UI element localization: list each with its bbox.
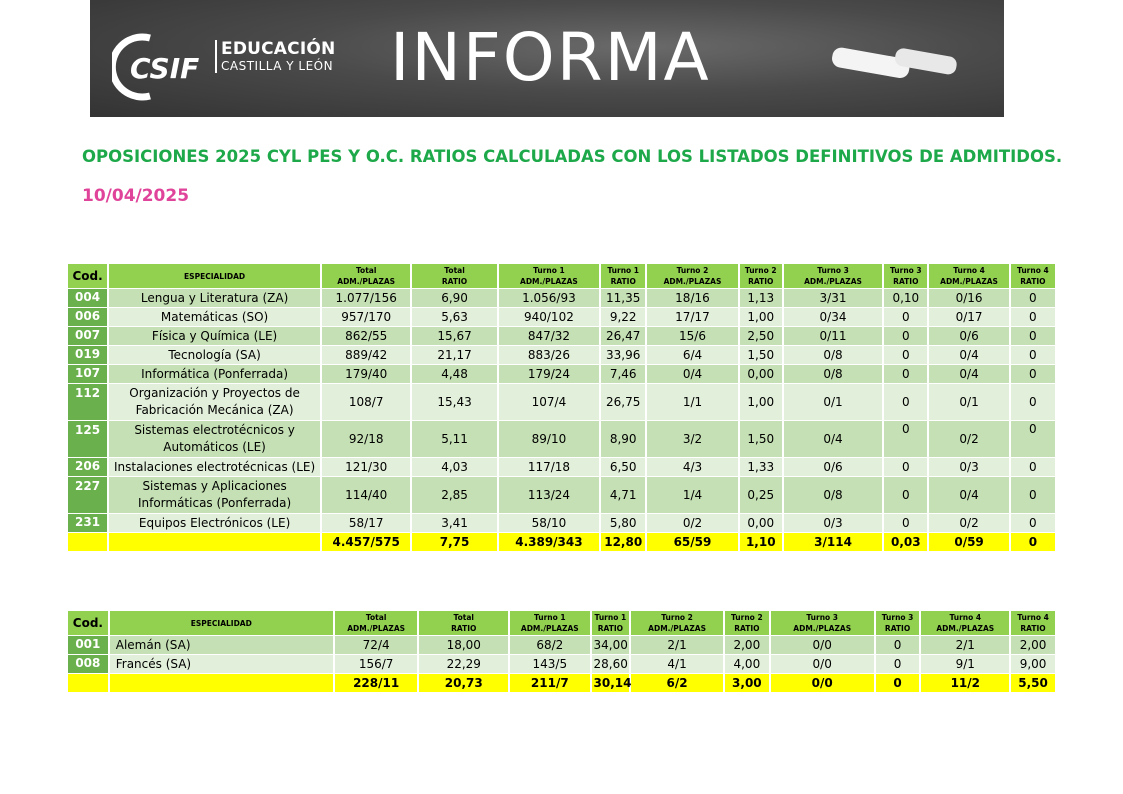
row-value: 0/8 — [784, 365, 882, 383]
row-value: 156/7 — [335, 655, 418, 673]
row-code: 125 — [68, 421, 107, 457]
csif-logo-icon — [112, 32, 212, 102]
table-row — [68, 655, 1055, 673]
column-header-line1: Turno 3 — [889, 266, 922, 275]
table-row — [68, 365, 1055, 383]
row-value: 117/18 — [499, 458, 599, 476]
total-value: 4.457/575 — [322, 533, 410, 551]
row-value: 5,63 — [412, 308, 496, 326]
table-row — [68, 477, 1055, 513]
column-header — [725, 611, 769, 635]
row-value: 5,11 — [412, 421, 496, 457]
column-header-line2: RATIO — [748, 277, 774, 286]
row-value: 68/2 — [510, 636, 589, 654]
row-value: 11,35 — [601, 289, 645, 307]
table-header-row — [68, 611, 1055, 635]
row-value: 1,00 — [740, 384, 782, 420]
table-body — [68, 289, 1055, 551]
row-value: 0 — [1011, 346, 1055, 364]
row-value: 6,50 — [601, 458, 645, 476]
total-value: 6/2 — [631, 674, 723, 692]
row-value: 0 — [876, 655, 920, 673]
column-header — [631, 611, 723, 635]
column-header-line2: ADM./PLAZAS — [648, 624, 706, 633]
column-header — [412, 264, 496, 288]
row-value: 0/4 — [929, 346, 1008, 364]
column-header — [1011, 611, 1055, 635]
row-value: 0,10 — [884, 289, 927, 307]
row-value: 2/1 — [921, 636, 1009, 654]
column-header-line2: ADM./PLAZAS — [804, 277, 862, 286]
column-header-line1: ESPECIALIDAD — [190, 618, 252, 628]
row-specialty: Sistemas electrotécnicos y Automáticos (LE) — [109, 421, 320, 457]
total-empty-cell — [109, 533, 320, 551]
total-row — [68, 533, 1055, 551]
column-header-line1: Cod. — [72, 268, 103, 283]
total-value: 0/0 — [771, 674, 874, 692]
column-header-line2: RATIO — [610, 277, 636, 286]
row-value: 0 — [1011, 308, 1055, 326]
row-code: 231 — [68, 514, 107, 532]
total-value: 30,14 — [592, 674, 630, 692]
column-header-line1: Turno 2 — [731, 613, 763, 622]
row-code: 019 — [68, 346, 107, 364]
row-code: 007 — [68, 327, 107, 345]
row-value: 1,00 — [740, 308, 782, 326]
column-header — [322, 264, 410, 288]
row-value: 1.056/93 — [499, 289, 599, 307]
row-value: 33,96 — [601, 346, 645, 364]
row-value: 89/10 — [499, 421, 599, 457]
total-value: 1,10 — [740, 533, 782, 551]
total-value: 7,75 — [412, 533, 496, 551]
row-value: 107/4 — [499, 384, 599, 420]
row-value: 847/32 — [499, 327, 599, 345]
column-header-line2: ADM./PLAZAS — [520, 624, 579, 633]
row-value: 0/4 — [929, 477, 1008, 513]
table-row — [68, 289, 1055, 307]
column-header-line1: Turno 4 — [953, 266, 985, 275]
row-value: 0 — [884, 384, 927, 420]
headline: INFORMA — [390, 19, 711, 96]
row-code: 206 — [68, 458, 107, 476]
row-value: 0 — [884, 346, 927, 364]
column-header-line2: ADM./PLAZAS — [936, 624, 995, 633]
row-value: 0/0 — [771, 636, 874, 654]
total-value: 12,80 — [601, 533, 645, 551]
column-header-line1: Total — [444, 266, 465, 275]
row-value: 58/17 — [322, 514, 410, 532]
table-header-row — [68, 264, 1055, 288]
row-value: 1,13 — [740, 289, 782, 307]
page-date: 10/04/2025 — [82, 186, 190, 206]
column-header — [68, 611, 108, 635]
table-row — [68, 327, 1055, 345]
row-value: 0 — [1011, 289, 1055, 307]
ratios-table-1 — [66, 263, 1057, 552]
row-value: 0 — [1011, 365, 1055, 383]
row-value: 9/1 — [921, 655, 1009, 673]
row-specialty: Instalaciones electrotécnicas (LE) — [109, 458, 320, 476]
row-value: 0/2 — [647, 514, 737, 532]
column-header-line1: Turno 1 — [533, 613, 566, 622]
column-header — [110, 611, 333, 635]
row-value: 0 — [884, 458, 927, 476]
column-header-line2: RATIO — [1020, 277, 1046, 286]
total-value: 3/114 — [784, 533, 882, 551]
total-value: 228/11 — [335, 674, 418, 692]
row-value: 0/16 — [929, 289, 1008, 307]
row-code: 227 — [68, 477, 107, 513]
table-row — [68, 636, 1055, 654]
table-row — [68, 346, 1055, 364]
column-header — [921, 611, 1009, 635]
row-code: 107 — [68, 365, 107, 383]
row-value: 22,29 — [419, 655, 508, 673]
row-value: 92/18 — [322, 421, 410, 457]
brand-line2: CASTILLA Y LEÓN — [215, 59, 335, 73]
column-header-line1: Turno 3 — [806, 613, 839, 622]
column-header — [68, 264, 107, 288]
row-value: 0/2 — [929, 421, 1008, 457]
row-code: 008 — [68, 655, 108, 673]
row-value: 957/170 — [322, 308, 410, 326]
row-value: 2,00 — [1011, 636, 1055, 654]
row-specialty: Física y Química (LE) — [109, 327, 320, 345]
row-value: 4,71 — [601, 477, 645, 513]
page-title: OPOSICIONES 2025 CYL PES Y O.C. RATIOS CALCULADAS CON LOS LISTADOS DEFINITIVOS DE ADMITIDOS. — [82, 147, 1063, 166]
total-empty-cell — [68, 674, 108, 692]
column-header-line2: ADM./PLAZAS — [337, 277, 396, 286]
total-value: 20,73 — [419, 674, 508, 692]
total-value: 211/7 — [510, 674, 589, 692]
row-value: 0/1 — [929, 384, 1008, 420]
row-value: 4/1 — [631, 655, 723, 673]
row-value: 0 — [884, 365, 927, 383]
row-code: 004 — [68, 289, 107, 307]
row-value: 1,50 — [740, 421, 782, 457]
row-value: 121/30 — [322, 458, 410, 476]
row-value: 0 — [1011, 327, 1055, 345]
row-value: 0,00 — [740, 514, 782, 532]
row-value: 6,90 — [412, 289, 496, 307]
row-value: 0 — [884, 421, 927, 457]
row-value: 0 — [1011, 477, 1055, 513]
row-value: 15,43 — [412, 384, 496, 420]
table-row — [68, 458, 1055, 476]
row-value: 1/1 — [647, 384, 737, 420]
total-value: 3,00 — [725, 674, 769, 692]
row-value: 0/8 — [784, 477, 882, 513]
row-specialty: Equipos Electrónicos (LE) — [109, 514, 320, 532]
column-header — [1011, 264, 1055, 288]
column-header-line2: ADM./PLAZAS — [940, 277, 998, 286]
table-row — [68, 308, 1055, 326]
header-banner — [90, 0, 1004, 117]
column-header — [419, 611, 508, 635]
total-value: 5,50 — [1011, 674, 1055, 692]
column-header-line1: Turno 2 — [661, 613, 693, 622]
row-specialty: Alemán (SA) — [110, 636, 333, 654]
column-header-line1: Turno 4 — [1017, 266, 1049, 275]
total-value: 0 — [876, 674, 920, 692]
row-specialty: Organización y Proyectos de Fabricación Mecánica (ZA) — [109, 384, 320, 420]
row-value: 2/1 — [631, 636, 723, 654]
column-header-line2: ADM./PLAZAS — [520, 277, 578, 286]
row-code: 006 — [68, 308, 107, 326]
column-header — [647, 264, 737, 288]
column-header-line1: Turno 3 — [881, 613, 914, 622]
row-specialty: Matemáticas (SO) — [109, 308, 320, 326]
row-value: 0/2 — [929, 514, 1008, 532]
total-value: 65/59 — [647, 533, 737, 551]
row-code: 001 — [68, 636, 108, 654]
row-value: 2,85 — [412, 477, 496, 513]
brand-name — [215, 40, 335, 73]
row-specialty: Lengua y Literatura (ZA) — [109, 289, 320, 307]
row-value: 9,22 — [601, 308, 645, 326]
row-specialty: Informática (Ponferrada) — [109, 365, 320, 383]
row-value: 0,25 — [740, 477, 782, 513]
column-header-line2: ADM./PLAZAS — [663, 277, 722, 286]
row-value: 2,50 — [740, 327, 782, 345]
row-value: 114/40 — [322, 477, 410, 513]
row-value: 0 — [884, 477, 927, 513]
column-header-line2: ADM./PLAZAS — [347, 624, 406, 633]
column-header — [929, 264, 1008, 288]
row-value: 0/4 — [929, 365, 1008, 383]
table-row — [68, 384, 1055, 420]
column-header-line2: RATIO — [734, 624, 760, 633]
column-header — [109, 264, 320, 288]
column-header-line1: Turno 1 — [594, 613, 627, 622]
row-value: 15,67 — [412, 327, 496, 345]
column-header-line1: Turno 1 — [533, 266, 565, 275]
column-header — [771, 611, 874, 635]
logo-text: CSIF — [130, 52, 200, 85]
row-value: 0/11 — [784, 327, 882, 345]
column-header-line1: Turno 2 — [744, 266, 777, 275]
row-value: 9,00 — [1011, 655, 1055, 673]
row-value: 0/3 — [929, 458, 1008, 476]
row-value: 17/17 — [647, 308, 737, 326]
column-header-line1: Turno 4 — [949, 613, 982, 622]
column-header-line1: Total — [365, 613, 387, 622]
column-header-line2: RATIO — [451, 624, 477, 633]
total-row — [68, 674, 1055, 692]
column-header-line2: ADM./PLAZAS — [793, 624, 852, 633]
column-header — [510, 611, 589, 635]
row-code: 112 — [68, 384, 107, 420]
column-header-line2: RATIO — [884, 624, 911, 633]
row-value: 0 — [884, 308, 927, 326]
total-value: 4.389/343 — [499, 533, 599, 551]
row-value: 3/2 — [647, 421, 737, 457]
row-value: 1/4 — [647, 477, 737, 513]
table-row — [68, 421, 1055, 457]
column-header — [740, 264, 782, 288]
row-value: 1,33 — [740, 458, 782, 476]
row-value: 0/8 — [784, 346, 882, 364]
row-value: 0/34 — [784, 308, 882, 326]
column-header-line2: RATIO — [597, 624, 624, 633]
row-value: 883/26 — [499, 346, 599, 364]
column-header — [335, 611, 418, 635]
row-value: 18/16 — [647, 289, 737, 307]
total-value: 0/59 — [929, 533, 1008, 551]
row-value: 4,03 — [412, 458, 496, 476]
row-value: 8,90 — [601, 421, 645, 457]
row-value: 0/4 — [647, 365, 737, 383]
column-header-line1: ESPECIALIDAD — [184, 271, 246, 281]
row-value: 34,00 — [592, 636, 630, 654]
row-value: 0/17 — [929, 308, 1008, 326]
column-header — [601, 264, 645, 288]
row-value: 18,00 — [419, 636, 508, 654]
chalk-icon — [814, 28, 964, 98]
row-value: 28,60 — [592, 655, 630, 673]
column-header-line1: Turno 2 — [676, 266, 709, 275]
row-value: 0 — [884, 327, 927, 345]
row-value: 4/3 — [647, 458, 737, 476]
row-value: 0 — [1011, 421, 1055, 457]
row-value: 0/6 — [929, 327, 1008, 345]
row-value: 0/3 — [784, 514, 882, 532]
row-value: 6/4 — [647, 346, 737, 364]
row-value: 0 — [1011, 458, 1055, 476]
column-header — [884, 264, 927, 288]
column-header-line1: Turno 4 — [1017, 613, 1049, 622]
row-value: 108/7 — [322, 384, 410, 420]
row-value: 4,00 — [725, 655, 769, 673]
row-value: 21,17 — [412, 346, 496, 364]
row-value: 26,47 — [601, 327, 645, 345]
column-header-line1: Total — [355, 266, 377, 275]
column-header-line2: RATIO — [1020, 624, 1046, 633]
column-header-line1: Cod. — [72, 615, 103, 630]
column-header-line1: Turno 3 — [817, 266, 849, 275]
row-value: 58/10 — [499, 514, 599, 532]
table-body — [68, 636, 1055, 692]
row-specialty: Sistemas y Aplicaciones Informáticas (Ponferrada) — [109, 477, 320, 513]
row-value: 5,80 — [601, 514, 645, 532]
ratios-table-2 — [66, 610, 1057, 693]
row-value: 113/24 — [499, 477, 599, 513]
row-value: 0/6 — [784, 458, 882, 476]
row-value: 179/40 — [322, 365, 410, 383]
row-value: 862/55 — [322, 327, 410, 345]
row-value: 0/4 — [784, 421, 882, 457]
row-specialty: Tecnología (SA) — [109, 346, 320, 364]
row-value: 4,48 — [412, 365, 496, 383]
row-value: 0 — [1011, 514, 1055, 532]
column-header — [784, 264, 882, 288]
total-empty-cell — [110, 674, 333, 692]
column-header — [499, 264, 599, 288]
column-header — [592, 611, 630, 635]
total-empty-cell — [68, 533, 107, 551]
column-header — [876, 611, 920, 635]
row-value: 0 — [884, 514, 927, 532]
total-value: 0 — [1011, 533, 1055, 551]
column-header-line2: RATIO — [441, 277, 468, 286]
brand-line1: EDUCACIÓN — [215, 40, 335, 59]
row-value: 889/42 — [322, 346, 410, 364]
row-value: 26,75 — [601, 384, 645, 420]
column-header-line1: Total — [453, 613, 474, 622]
table-row — [68, 514, 1055, 532]
row-value: 15/6 — [647, 327, 737, 345]
row-value: 1.077/156 — [322, 289, 410, 307]
total-value: 0,03 — [884, 533, 927, 551]
row-value: 179/24 — [499, 365, 599, 383]
row-value: 143/5 — [510, 655, 589, 673]
row-value: 3,41 — [412, 514, 496, 532]
row-value: 3/31 — [784, 289, 882, 307]
row-value: 940/102 — [499, 308, 599, 326]
row-value: 0 — [876, 636, 920, 654]
row-value: 0,00 — [740, 365, 782, 383]
row-value: 7,46 — [601, 365, 645, 383]
row-specialty: Francés (SA) — [110, 655, 333, 673]
total-value: 11/2 — [921, 674, 1009, 692]
row-value: 1,50 — [740, 346, 782, 364]
row-value: 72/4 — [335, 636, 418, 654]
row-value: 0 — [1011, 384, 1055, 420]
row-value: 2,00 — [725, 636, 769, 654]
column-header-line2: RATIO — [893, 277, 919, 286]
row-value: 0/1 — [784, 384, 882, 420]
row-value: 0/0 — [771, 655, 874, 673]
column-header-line1: Turno 1 — [607, 266, 640, 275]
